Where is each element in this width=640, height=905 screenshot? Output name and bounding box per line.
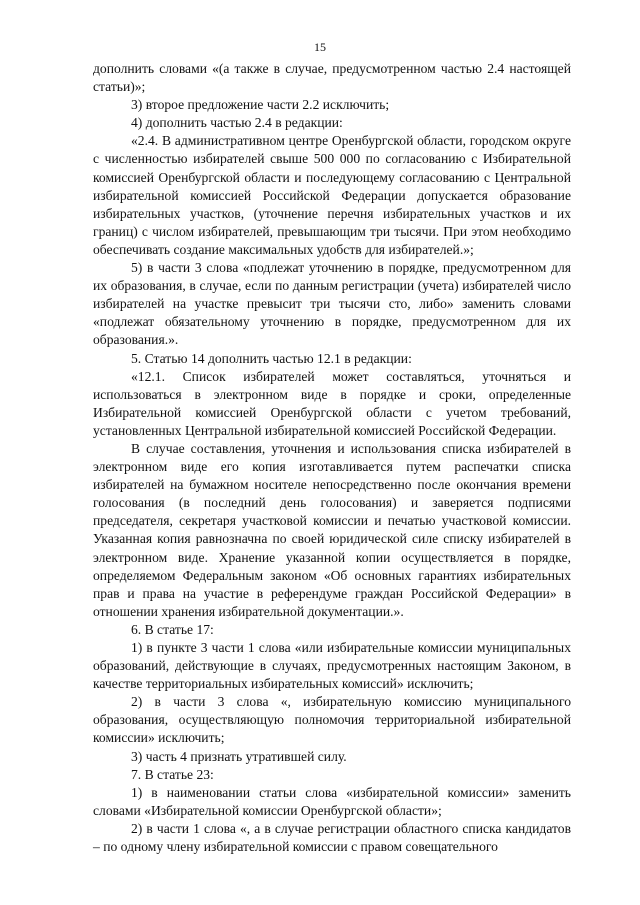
paragraph: «12.1. Список избирателей может составляться, уточняться и использоваться в электронном виде в порядке и сроки, определенные Избирательной комиссией Оренбургской области с учетом требований, установленных Центральной избирательной комиссией Российской Федерации. xyxy=(93,368,571,438)
paragraph: 3) часть 4 признать утратившей силу. xyxy=(131,748,347,764)
paragraph: 3) второе предложение части 2.2 исключить; xyxy=(131,97,390,113)
document-body xyxy=(93,60,571,856)
paragraph: В случае составления, уточнения и использования списка избирателей в электронном виде его копия изготавливается путем распечатки списка избирателей на бумажном носителе непосредственно после окончания времени голосования (в последний день голосования) и заверяется подписями председателя, секретаря участковой комиссии и печатью участковой комиссии. Указанная копия равнозначна по своей юридической силе списку избирателей в электронном виде. Хранение указанной копии осуществляется в порядке, определяемом Федеральным законом «Об основных гарантиях избирательных прав и права на участие в референдуме граждан Российской Федерации» в отношении хранения избирательной документации.». xyxy=(93,440,571,619)
paragraph: 6. В статье 17: xyxy=(131,621,214,637)
paragraph: 5. Статью 14 дополнить частью 12.1 в редакции: xyxy=(131,350,412,366)
paragraph: дополнить словами «(а также в случае, предусмотренном частью 2.4 настоящей статьи)»; xyxy=(93,61,571,95)
paragraph: 2) в части 1 слова «, а в случае регистрации областного списка кандидатов – по одному члену избирательной комиссии с правом совещательного xyxy=(93,820,571,855)
paragraph: 1) в наименовании статьи слова «избирательной комиссии» заменить словами «Избирательной комиссии Оренбургской области»; xyxy=(93,784,571,818)
paragraph: 5) в части 3 слова «подлежат уточнению в порядке, предусмотренном для их образования, в случае, если по данным регистрации (учета) избирателей число избирателей на участке превысит три тысячи сто, либо» заменить словами «подлежат обязательному уточнению в порядке, предусмотренном для их образования.». xyxy=(93,260,571,348)
paragraph: 7. В статье 23: xyxy=(131,766,214,782)
paragraph: «2.4. В административном центре Оренбургской области, городском округе с численностью избирателей свыше 500 000 по согласованию с Избирательной комиссией Оренбургской области и последующему согласованию с Центральной избирательной комиссией Российской Федерации допускается образование избирательных участков, (уточнение перечня избирательных участков и их границ) с числом избирателей, превышающим три тысячи. При этом необходимо обеспечивать создание максимальных удобств для избирателей.»; xyxy=(93,133,571,257)
paragraph: 1) в пункте 3 части 1 слова «или избирательные комиссии муниципальных образований, действующие в случаях, предусмотренных настоящим Законом, в качестве территориальных избирательных комиссий» исключить; xyxy=(93,640,571,692)
paragraph: 2) в части 3 слова «, избирательную комиссию муниципального образования, осуществляющую полномочия территориальной избирательной комиссии» исключить; xyxy=(93,694,571,746)
page-number: 15 xyxy=(314,40,326,54)
paragraph: 4) дополнить частью 2.4 в редакции: xyxy=(131,115,343,131)
